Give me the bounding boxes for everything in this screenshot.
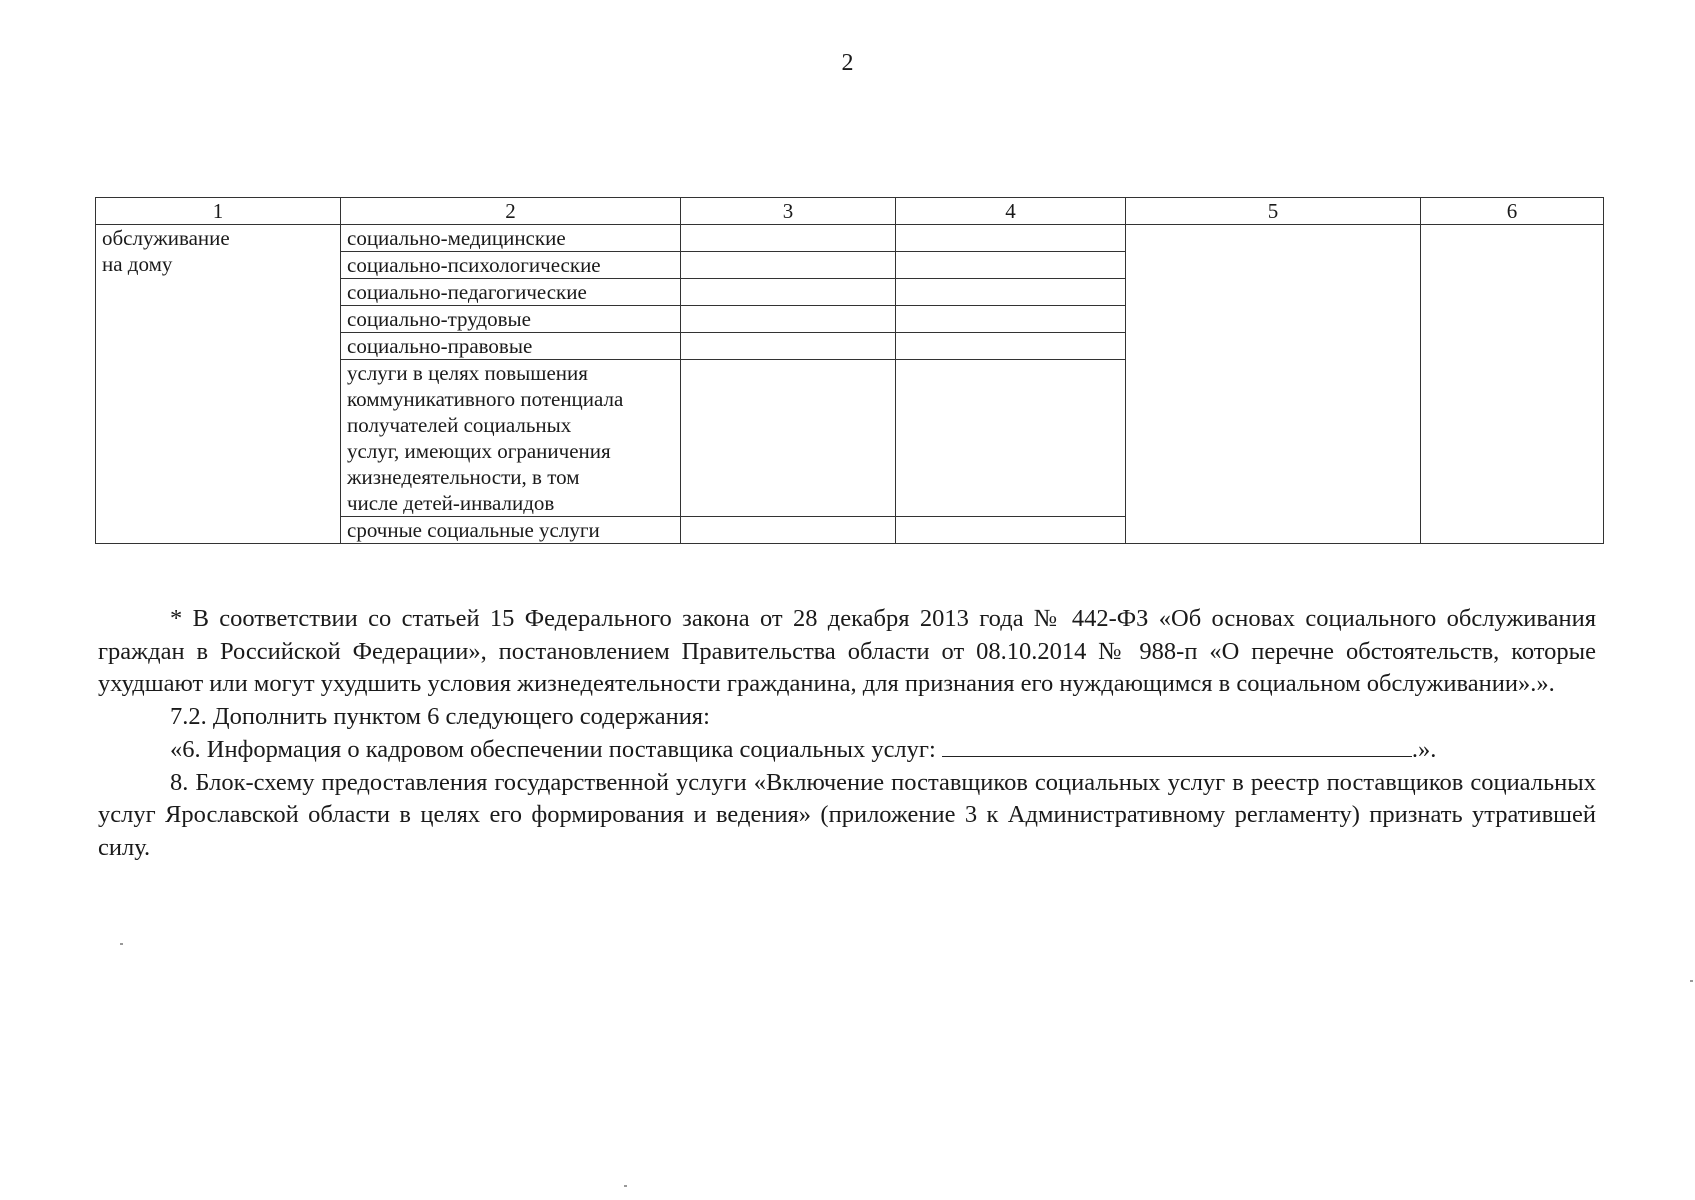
- empty-cell: [896, 306, 1126, 333]
- paragraph-8: 8. Блок-схему предоставления государственной услуги «Включение поставщиков социальных услуг в реестр поставщиков социальных услуг Ярославской области в целях его формирования и ведения» (приложение 3 к Административному регламенту) признать утратившей силу.: [98, 768, 1596, 861]
- column-header: 1: [96, 198, 341, 225]
- service-type-cell: срочные социальные услуги: [341, 517, 681, 544]
- paragraph-6-end: .».: [1411, 735, 1437, 763]
- service-type-cell: социально-психологические: [341, 252, 681, 279]
- scan-speck: [1690, 980, 1693, 982]
- table-row: [96, 225, 1604, 252]
- empty-cell: [681, 517, 896, 544]
- paragraph-7-2: 7.2. Дополнить пунктом 6 следующего содержания:: [170, 703, 710, 731]
- service-type-cell: социально-правовые: [341, 333, 681, 360]
- scan-speck: [624, 1185, 627, 1187]
- service-type-line: получателей социальных: [347, 413, 572, 437]
- footnote-paragraph: * В соответствии со статьей 15 Федерального закона от 28 декабря 2013 года № 442-ФЗ «Об основах социального обслуживания граждан в Российской Федерации», постановлением Правительства области от 08.10.2014 № 988-п «О перечне обстоятельств, которые ухудшают или могут ухудшить условия жизнедеятельности гражданина, для признания его нуждающимся в социальном обслуживании».».: [98, 605, 1596, 698]
- service-form-line: на дому: [102, 252, 173, 276]
- empty-cell: [681, 333, 896, 360]
- service-type-line: коммуникативного потенциала: [347, 387, 624, 411]
- column-header: 2: [341, 198, 681, 225]
- empty-cell: [681, 252, 896, 279]
- body-text: [98, 603, 1596, 865]
- page-number: 2: [841, 50, 854, 76]
- service-form-cell: [96, 225, 341, 544]
- services-table: [95, 197, 1604, 544]
- empty-cell: [681, 225, 896, 252]
- empty-cell: [681, 360, 896, 517]
- service-type-line: жизнедеятельности, в том: [347, 465, 580, 489]
- empty-cell: [896, 517, 1126, 544]
- service-type-cell: социально-педагогические: [341, 279, 681, 306]
- empty-cell: [896, 333, 1126, 360]
- scan-speck: [120, 943, 123, 945]
- empty-cell: [896, 360, 1126, 517]
- table-header-row: [96, 198, 1604, 225]
- service-type-line: услуги в целях повышения: [347, 361, 588, 385]
- service-form-line: обслуживание: [102, 226, 230, 250]
- paragraph-6-text: «6. Информация о кадровом обеспечении поставщика социальных услуг:: [170, 735, 936, 763]
- column-header: 3: [681, 198, 896, 225]
- column-header: 6: [1421, 198, 1604, 225]
- service-type-cell: социально-медицинские: [341, 225, 681, 252]
- fill-in-blank: [942, 734, 1412, 757]
- service-type-cell: [341, 360, 681, 517]
- empty-cell: [896, 279, 1126, 306]
- column-header: 4: [896, 198, 1126, 225]
- service-type-line: числе детей-инвалидов: [347, 491, 555, 515]
- empty-cell: [681, 306, 896, 333]
- empty-cell: [896, 225, 1126, 252]
- service-type-cell: социально-трудовые: [341, 306, 681, 333]
- empty-cell: [1126, 225, 1421, 544]
- service-type-line: услуг, имеющих ограничения: [347, 439, 611, 463]
- paragraph-6: [98, 734, 1596, 767]
- empty-cell: [681, 279, 896, 306]
- empty-cell: [1421, 225, 1604, 544]
- column-header: 5: [1126, 198, 1421, 225]
- empty-cell: [896, 252, 1126, 279]
